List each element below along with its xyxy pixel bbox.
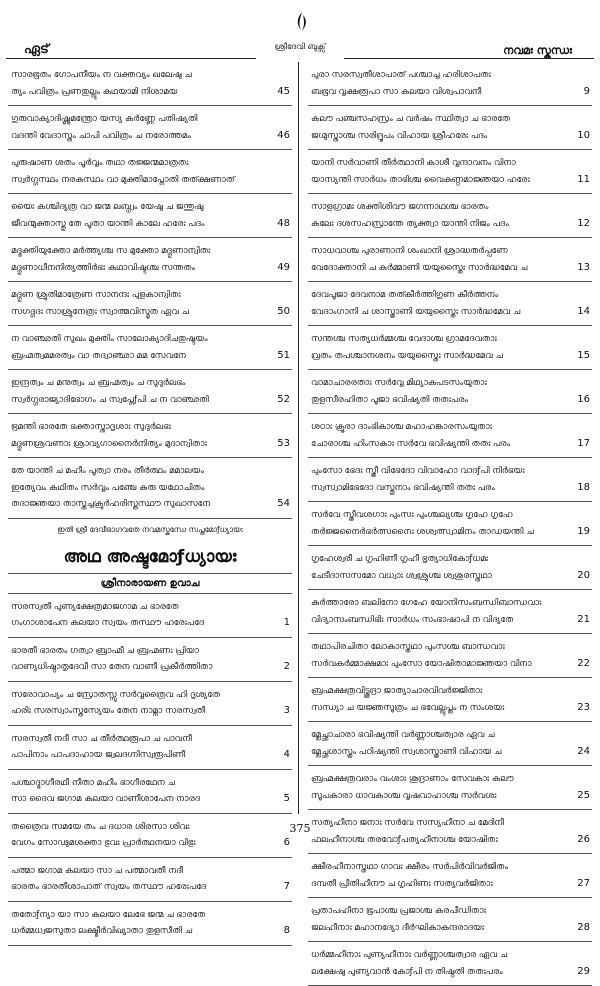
verse-line: ഹരിഃ സരസ്വാംസ്തസ്യേയം തേന നാമ്നാ സരസ്വതീ [11,706,206,716]
verse-number: 9 [583,85,590,97]
verse [8,194,292,238]
verse-number: 23 [577,701,590,713]
verse-line: ബ്രഹ്മത്വമമരത്വം വാ തദ്വാഞ്ഛാ മമ സേവനേ [11,350,186,361]
verse-line: സർവകർമ്മാക്ഷമാഃ പുംസോ യോഷിതാമാജ്ഞയാ വിനാ [311,658,532,669]
verse-line: തത്രൈവ സമയേ തം ച ദധാര ശിരസാ ശിവഃ [11,821,190,832]
header-right-title: നവമഃ സ്കന്ധഃ [503,44,572,57]
verse-line: യൈഃ കശ്ചിദ്യത്ര വാ ജന്മ ലബ്ധ്വം യേഷു ച ജന്തുഷു [11,202,204,212]
verse-number: 8 [283,925,290,936]
verse-line: ഗംഗാശാപേന കലയാ സ്വയം തസ്ഥൗ ഹരേഃപദേ [11,618,205,628]
verse-line: മദ്ഗുണ ശ്രുതിമാത്രേണ സാനന്ദഃ പുളകാന്വിതഃ [11,290,181,300]
verse-line: മ്ലേച്ഛാചാരാ ഭവിഷ്യന്തി വർണ്ണാശ്ചത്വാര ഏവ ച [311,730,495,740]
verse-line: സ്വസ്വാമിഭേദോ വസ്തൂനാം ഭവിഷ്യന്തി തതഃ പരം [311,482,495,493]
verse-line: പ്രതാപഹീനാ ഭൂപാശ്ച പ്രജാശ്ച കരപീഡിതാഃ [311,906,486,916]
verse-line: സ്വർഗ്ഗരാജ്യാദിഭോഗം ച സ്വപ്നേƒപി ച ന വാഞ്ഛതി [11,394,209,405]
verse-line: വാമാചാരരതാഃ സർവ്വേ മിഥ്യാകപടസംയുതാഃ [311,378,487,388]
verse-line: ചോരാശ്ച ഹിംസകാഃ സർവേ ഭവിഷ്യന്തി തതഃ പരം [311,438,511,449]
verse [308,502,592,546]
verse-line: പാപിനാം പാപദാഹായ ജ്വലദഗ്നിസ്വരൂപിണീ [11,750,185,760]
verse [308,634,592,678]
verse-number: 6 [283,837,290,848]
verse-number: 13 [577,261,590,273]
verse-line: മദ്ഗുണശ്രവണാഃ ശ്രാവ്യഗാനൈർനിത്യം മുദാന്വിതാഃ [11,438,207,449]
verse-number: 11 [577,173,590,185]
verse-number: 1 [283,617,290,628]
page-number: 375 [289,822,311,835]
verse-number: 12 [577,217,590,229]
verse-line: ചേടീദാസസമോ വധ്വാഃ ശ്വശ്രുശ്ച ശ്വശുരസ്തഥാ [311,570,492,581]
verse [8,638,292,682]
verse-line: ന വാഞ്ഛതി സുഖം മുക്തിം സാലോക്യാദിചതുഷ്ടയം [11,334,208,344]
verse-number: 50 [277,305,290,317]
right-column [308,62,592,986]
verse-line: സഗദ്ഗദഃ സാശ്രുനേത്രഃ സ്വാത്മവിസ്മൃത ഏവ ച [11,306,189,317]
verse-line: ക്ഷീരഹീനാസ്തഥാ ഗാവഃ ക്ഷീരം സർപിർവിവർജിതം [311,862,508,872]
verse-line: സൂപകാരാ ധാവകാശ്ച വൃഷവാഹാശ്ച സർവശഃ [311,790,497,801]
verse-line: വിദ്യാസംബന്ധിഭിഃ സാർധം സംഭാഷാപി ന വിദ്യതേ [311,614,514,625]
verse-number: 54 [277,498,290,509]
verse-number: 24 [577,745,590,757]
verse-line: തതോƒന്യാ യാ സാ കലയാ ലേഭേ ജന്മ ച ഭാരതേ [11,909,206,920]
left-verses-chapter-8 [8,594,292,946]
speaker-heading: ശ്രീനാരായണ ഉവാച [8,573,292,594]
verse-line: ജഗ്മുസ്താശ്ച സരിദ്രൂപം വിഹായ ശ്രീഹരേഃ പദം [311,130,488,141]
verse-line: ഗൃഹേശ്വരീ ച ഗൃഹിണീ ഗൃഹീ ഭൃത്യാധികോƒധമഃ [311,554,489,564]
header-rule-right [344,58,594,59]
verse-number: 3 [283,705,290,716]
verse-line: വേദാംഗാനി ച ശാസ്ത്രാണി യയുസ്തൈഃ സാർദ്ധമേവ ച [311,306,521,317]
verse [8,414,292,458]
publisher-name: ശ്രീദേവി ബുക്സ് [274,42,326,51]
verse [308,62,592,106]
verse [8,770,292,814]
verse-number: 16 [577,393,590,405]
verse-number: 28 [577,921,590,933]
verse-number: 5 [283,793,290,804]
verse-line: ദേവപൂജാ ദേവനാമ തത്കീർത്തിഗുണ കീർത്തനം [311,290,499,300]
verse-line: യാനി സർവാണി തീർത്ഥാനി കാശീ വൃന്ദാവനം വിനാ [311,158,516,168]
verse-number: 20 [577,569,590,581]
verse-number: 2 [283,661,290,672]
verse-line: സ്വർഗ്ഗസ്ഥം നരകസ്ഥം വാ മുക്തിമാപ്നോതി തത്ക്ഷണാത് [11,174,235,185]
right-verses [308,62,592,986]
verse-line: വാണ്യധിഷ്ഠാതൃദേവീ സാ തേന വാണീ പ്രകീർത്തിതാ [11,662,213,672]
verse-line: ത്യം പവിത്രം പ്രണതുല്ലും കഥയാമി നിശാമയ [11,86,178,97]
verse-line: ഭാരതീ ഭാരതം ഗത്വാ ബ്രാഹ്മീ ച ബ്രഹ്മണഃ പ്രിയാ [11,645,199,656]
verse [8,682,292,726]
verse-line: മദ്ഭക്തിയുക്തോ മർത്ത്യശ്ച സ മുക്തോ മദ്ഗുണാന്വിതഃ [11,246,211,256]
verse [308,678,592,722]
verse-number: 26 [577,833,590,845]
verse-line: സാധവാശ്ച പുരാണാനി ശംഖാനി ശ്രാദ്ധതർപ്പണേ [311,246,508,256]
verse-number: 45 [277,85,290,97]
verse-line: സരോവാപ്യം ച സ്രോതസ്സു സർവ്വത്രൈവ ഹി ദൃശ്യതേ [11,689,220,700]
verse [308,766,592,810]
verse-line: സർവേ സ്ത്രീവശഗാഃ പുംസഃ പുംശ്ചല്യശ്ച ഗൃഹേ ഗൃഹേ [311,510,513,520]
verse [308,414,592,458]
verse-number: 4 [283,749,290,760]
verse [308,282,592,326]
verse-line: വേഗം സോഢുമശക്താ ഭുവഃ പ്രാർത്ഥനയാ വിഭുഃ [11,838,196,848]
verse-line: ഭ്രമന്തി ഭാരതേ ഭക്താസ്താദൃശാഃ സുദുർലഭഃ [11,422,171,432]
verse-number: 14 [577,305,590,317]
verse-number: 21 [577,613,590,625]
verse-line: ധർമ്മധ്വജസുതാ ലക്ഷ്മീർവിഖ്യാതാ തുളസീതി ച [11,926,193,936]
verse-line: വേദോക്താനി ച കർമ്മാണി യയുസ്തൈഃ സാർദ്ധമേവ ച [311,262,528,273]
verse [8,150,292,194]
verse [8,594,292,638]
verse [8,814,292,858]
verse [308,370,592,414]
verse [8,902,292,946]
verse-line: ബ്രഹ്മക്ഷത്രവിട്ശൂദ്രാ ജാത്യാചാരവിവർജ്ജിതാഃ [311,686,483,696]
verse-line: ബ്രഹ്മക്ഷത്രവരാം വംശാഃ ശൂദ്രാണാം സേവകാഃ കലൗ [311,774,514,784]
verse [308,942,592,986]
verse [308,238,592,282]
verse-number: 51 [277,349,290,361]
verse-line: ഫലഹീനാശ്ച തരവോƒപത്യഹീനാശ്ച യോഷിതഃ [311,834,498,845]
verse-line: പുരുഷാണ ശതം പൂർവ്വം തഥാ തജ്ജന്മമാത്രതഃ [11,158,189,168]
verse [8,458,292,519]
verse-line: തഥാപിരചിതാ ലോകാസ്തഥാ പുംസശ്ച ബാന്ധവാഃ [311,642,505,652]
verse-line: ശഠാഃ ക്രൂരാ ദാംഭികാശ്ച മഹാഹങ്കാരസംയുതാഃ [311,422,492,432]
verse-number: 25 [577,789,590,801]
verse [8,370,292,414]
verse [8,238,292,282]
verse-line: സാ ദൈവ ജഗാമ കലയാ വാണീശാപേന നാരദ [11,794,200,804]
verse-line: ഭാരതം ഭാരതീശാപാത് സ്വയം തസ്ഥൗ ഹരേഃപദേ [11,882,207,892]
verse-line: സരസ്വതീ പുണ്യക്ഷേത്രമാജഗാമ ച ഭാരതേ [11,601,179,612]
verse-line: പുരാ സരസ്വതീശാപാത് പശ്ചാച്ച ഹരിശാപതഃ [311,70,491,80]
verse [308,458,592,502]
verse-number: 17 [577,437,590,449]
verse-number: 48 [277,217,290,229]
verse-line: ബഭൂവ വൃക്ഷരൂപാ സാ കലയാ വിശ്വപാവനീ [311,86,482,97]
verse-line: പശ്ചാദ്ഭാഗീരഥീ നീതാ മഹീം ഭാഗീരഥേന ച [11,777,175,788]
verse-number: 53 [277,437,290,449]
verse [308,326,592,370]
verse [308,194,592,238]
verse-line: തദാജ്ഞയാ താസ്തച്ചക്രുർഹരിസ്തസ്ഥൗ സുഖാസനേ [11,499,211,509]
verse-line: ദമ്പതീ പ്രീതിഹീനൗ ച ഗൃഹിണഃ സത്യവർജിതാഃ [311,878,493,889]
verse-line: തുളസീരഹിതാ പൂജാ ഭവിഷ്യതി തതഃപരം [311,394,468,405]
verse-line: സാളഗ്രാമഃ ശക്തിശിവൗ ജഗന്നാഥശ്ച ഭാരതം [311,202,489,212]
verse-line: കലൗ പഞ്ചസഹസ്രം ച വർഷം സ്ഥിത്വാ ച ഭാരതേ [311,114,510,124]
verse-number: 19 [577,525,590,537]
verse-line: ഗുരുവാക്യാദിഷ്ണുമന്ത്രോ യസ്യ കർണ്ണേ പതിഷ്യതി [11,114,198,124]
verse-number: 18 [577,481,590,493]
verse-number: 7 [283,881,290,892]
verse-line: കർത്താരോ ബലിനോ ഗേഹേ യോനിസംബന്ധിബാന്ധവാഃ [311,598,542,608]
verse-line: ജീവന്മുക്താസ്തു തേ പൂതാ യാന്തി കാലേ ഹരേഃ പദം [11,218,205,229]
verse-line: സാരഭൂതം ഗോപനീയം ന വക്തവ്യം ഖലേഷു ച [11,70,192,80]
verse-number: 49 [277,261,290,273]
verse-line: പുംസോ ഭേദഃ സ്ത്രീ വിഭേദോ വിവാഹോ വാദƒപി നിർഭയഃ [311,466,525,476]
left-verses-chapter-7 [8,62,292,519]
verse [308,898,592,942]
verse-line: സത്യഹീനാ ജനാഃ സർവേ സസ്യഹീനാ ച മേദിനീ [311,818,504,828]
verse [308,546,592,590]
header-rule-left [6,58,256,59]
verse [308,854,592,898]
verse [8,106,292,150]
verse-line: തർജ്ജനൈർഭർത്സനൈഃ ശശ്വത്സ്വാമിനം താഡയന്തി ച [311,526,534,537]
verse-line: തേ യാന്തി ച മഹീം പൂത്വാ നരം തീർത്ഥം മമാലയം [11,466,204,476]
verse-line: ഇത്യേവം കഥിതം സർവ്വം പഞ്ചേ കുരു യഥോചിതം [11,482,205,493]
verse-number: 27 [577,877,590,889]
verse-line: സന്തശ്ച സത്യധർമ്മശ്ച വേദാശ്ച ഗ്രാമദേവതാഃ [311,334,497,344]
header-left-title: ഏട് [24,42,49,57]
verse-line: ധർമ്മഹീനാഃ പുണ്യഹീനാഃ വർണ്ണാശ്ചത്വാര ഏവ ച [311,950,508,960]
verse-line: പത്മാ ജഗാമ കലയാ സാ ച പത്മാവതീ നദീ [11,865,184,876]
verse-line: ജലഹീനാഃ മഹാനദ്യോ ദീർഘികാകന്ദരാദയഃ [311,922,485,933]
verse-number: 52 [277,393,290,405]
verse [8,858,292,902]
verse-number: 22 [577,657,590,669]
verse-line: യാസ്യന്തി സാർധം താഭിശ്ച വൈകുണ്ഠമാജ്ഞയാ ഹരേഃ [311,174,530,185]
verse-line: വദന്തി വേദാസ്തം ചാപി പവിത്രം ച നരോത്തമം [11,130,191,141]
verse-number: 15 [577,349,590,361]
verse-line: വ്രതം തപശ്ചാനശനം യയുസ്തൈഃ സാർദ്ധമേവ ച [311,350,503,361]
verse [8,282,292,326]
verse [308,722,592,766]
chapter-title: അഥ അഷ്ടമോƒധ്യായഃ [63,546,237,567]
verse [8,326,292,370]
publisher-logo-icon [290,10,314,34]
verse-number: 46 [277,129,290,141]
verse-number: 10 [577,129,590,141]
verse [308,150,592,194]
verse-line: കലേഃ ദശസഹസ്രാന്തേ ത്യക്ത്വാ യാന്തി നിജം പദം [311,218,509,229]
verse-line: മ്ലേച്ഛശാസ്ത്രം പഠിഷ്യന്തി സ്വശാസ്ത്രാണി വിഹായ ച [311,746,502,757]
verse [308,106,592,150]
verse [8,62,292,106]
verse [8,726,292,770]
verse-line: സന്ധ്യാ ച യജ്ഞസൂത്രം ച ഭവേല്ലുപ്തം ന സംശയഃ [311,702,505,713]
verse-line: സരസ്വതീ നദീ സാ ച തീർത്ഥരൂപാ ച പാവനീ [11,733,192,744]
page-header [6,10,594,60]
verse-line: ഇന്ദ്രത്വം ച മനുത്വം ച ബ്രഹ്മത്വം ച സുദുർലഭം [11,378,186,388]
verse-line: മദ്ഗുണാധീനനിത്യത്തിർഭഃ കഥാവിഷ്ടശ്ച സന്തതം [11,262,196,273]
chapter-end-note: ഇതി ശ്രീ ദേവീഭാഗവതേ നവമസ്കന്ധേ സപ്തമോƒധ്യായഃ [57,524,243,534]
verse [308,590,592,634]
verse-line: ലക്ഷേഷു പുണ്യവാൻ കോƒപി ന തിഷ്ഠതി തതഃപരം [311,966,503,977]
column-divider [298,62,299,814]
left-column [8,62,292,946]
verse-number: 29 [577,965,590,977]
